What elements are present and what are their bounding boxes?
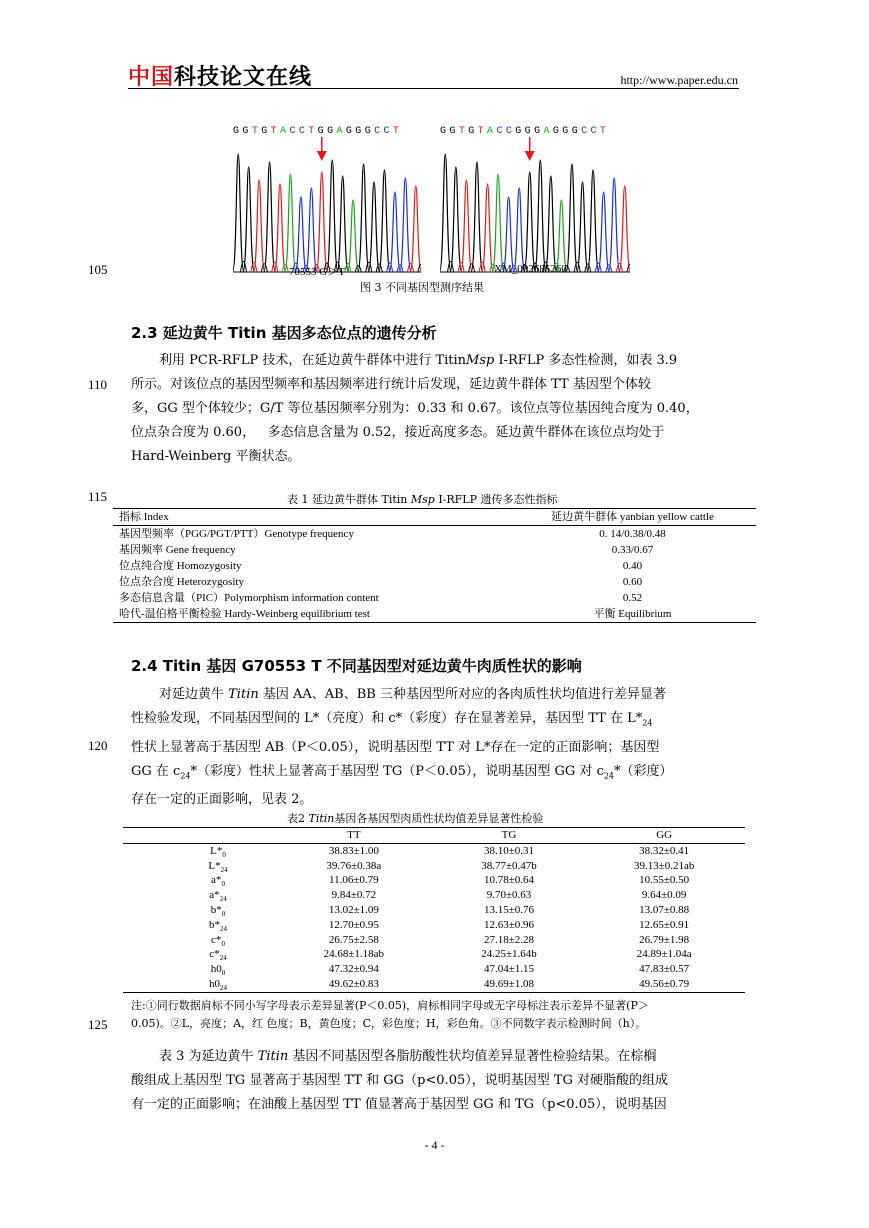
section-title: 2.3 延边黄牛 Titin 基因多态位点的遗传分析 <box>131 324 437 342</box>
value-cell: 39.13±0.21ab <box>633 859 695 872</box>
trait-subscript: 0 <box>222 850 226 859</box>
sequence-right <box>440 126 630 137</box>
trace-peak <box>492 174 504 272</box>
trait-name: h0 <box>210 963 222 976</box>
trait-subscript: 0 <box>221 969 226 978</box>
column-header: 延边黄牛群体 yanbian yellow cattle <box>503 509 756 526</box>
paragraph-line: Hard-Weinberg 平衡状态。 <box>131 449 301 464</box>
trace-peak <box>379 170 390 272</box>
base-letter: C <box>590 126 600 137</box>
value-cell: 13.07±0.88 <box>639 903 690 916</box>
trait-name: L* <box>210 844 223 857</box>
value-cell: 0. 14/0.38/0.48 <box>599 528 666 540</box>
note-line: 注:①同行数据肩标不同小写字母表示差异显著(P＜0.05)，肩标相同字母或无字母标注表示差异不显著(P＞ <box>131 999 649 1012</box>
text-run: 基因 AA、AB、BB 三种基因型所对应的各肉质性状均值进行差异显著 <box>258 687 666 702</box>
trait-cell <box>123 873 273 888</box>
table-row <box>123 903 745 918</box>
paragraph-line <box>131 760 739 789</box>
trait-name: b* <box>209 918 220 931</box>
subscript: 24 <box>180 771 191 781</box>
trace-peak <box>233 154 244 272</box>
trait-name: c* <box>209 948 220 961</box>
line-number: 110 <box>88 377 108 392</box>
trace-peak <box>503 197 515 272</box>
value-cell: 24.68±1.18ab <box>323 948 385 961</box>
text-run: *（彩度）性状上显著高于基因型 TG（P＜0.05），说明基因型 GG 对 c <box>190 763 604 779</box>
text-run: 对延边黄牛 <box>159 687 229 702</box>
value-cell: 38.83±1.00 <box>328 844 379 857</box>
caption-italic: Msp <box>410 493 435 506</box>
column-header <box>123 828 273 844</box>
table-note <box>131 997 743 1033</box>
value-cell: 47.83±0.57 <box>639 963 690 976</box>
trait-subscript: 0 <box>221 939 225 948</box>
value-cell: 9.84±0.72 <box>331 889 377 902</box>
trace-peak <box>450 167 462 272</box>
paragraph-line: 存在一定的正面影响，见表 2。 <box>131 792 313 808</box>
chromatogram-left <box>233 126 421 281</box>
index-cell: 位点杂合度 Heterozygosity <box>119 576 244 588</box>
paragraph-line: 有一定的正面影响；在油酸上基因型 TT 值显著高于基因型 GG 和 TG（p<0.05），说明基因 <box>131 1097 667 1112</box>
value-cell: 38.32±0.41 <box>639 844 690 857</box>
table-row <box>123 962 745 977</box>
table-2 <box>123 827 745 993</box>
paragraph-line <box>131 707 739 736</box>
paragraph <box>131 1045 739 1117</box>
note-line: 0.05)。②L，亮度；A，红 色度；B，黄色度；C，彩色度；H，彩色角。③不同数字表示检测时间（h）。 <box>131 1017 647 1030</box>
base-letter: T <box>308 126 318 137</box>
base-letter: T <box>458 126 469 137</box>
table-row <box>113 590 756 606</box>
column-header: TT <box>273 828 435 844</box>
trait-subscript: 24 <box>220 984 227 993</box>
trace-peak <box>524 172 536 272</box>
base-letter: A <box>487 126 497 137</box>
base-letter: T <box>599 126 610 137</box>
column-header: GG <box>583 828 745 844</box>
table-row <box>123 888 745 903</box>
trace-peak <box>587 170 599 272</box>
trace-peak <box>243 167 254 272</box>
base-letter: C <box>581 126 591 137</box>
trait-name: b* <box>210 903 222 916</box>
value-cell: 38.77±0.47b <box>481 859 537 872</box>
text-run: *（彩度） <box>614 763 673 779</box>
italic-text: Titin <box>228 687 259 702</box>
paragraph <box>131 349 739 469</box>
trait-subscript: 24 <box>220 924 227 933</box>
base-letter: G <box>571 126 582 137</box>
trace-peak <box>326 160 337 272</box>
trait-cell <box>123 888 273 903</box>
trace-peak <box>440 154 451 272</box>
caption-text: 表 1 延边黄牛群体 Titin <box>287 493 411 506</box>
text-run: 基因不同基因型各脂肪酸性状均值差异显著性检验结果。在棕榈 <box>288 1049 657 1064</box>
trait-cell <box>123 977 273 992</box>
base-letter: G <box>345 126 356 137</box>
trait-cell <box>123 843 273 858</box>
site-logo <box>128 60 312 91</box>
base-letter: A <box>336 126 346 137</box>
trace-peak <box>410 186 421 272</box>
table-row <box>113 574 756 590</box>
index-cell: 基因型频率（PGG/PGT/PTT）Genotype frequency <box>119 528 354 540</box>
trace-peak <box>608 178 620 272</box>
table-row <box>123 843 745 858</box>
paragraph-line: 性状上显著高于基因型 AB（P＜0.05），说明基因型 TT 对 L*存在一定的正面影响；基因型 <box>131 739 660 755</box>
table-row <box>123 859 745 874</box>
table-row <box>123 918 745 933</box>
paragraph <box>131 683 739 812</box>
text-run: 性检验发现，不同基因型间的 L*（亮度）和 c*（彩度）存在显著差异，基因型 TT 在 L* <box>131 711 643 726</box>
table-row <box>113 542 756 558</box>
base-letter: G <box>317 126 328 137</box>
trace-peak <box>316 172 327 272</box>
trace-peak <box>285 174 296 272</box>
trait-name: L* <box>208 859 221 872</box>
base-letter: G <box>468 126 478 137</box>
base-letter: C <box>289 126 299 137</box>
value-cell: 0.40 <box>622 560 643 572</box>
base-letter: C <box>374 126 384 137</box>
value-cell: 49.62±0.83 <box>273 977 435 992</box>
sequence-left <box>233 126 421 137</box>
trait-subscript: 24 <box>220 865 228 874</box>
value-cell: 12.70±0.95 <box>328 918 379 931</box>
table-row <box>113 526 756 543</box>
value-cell: 9.70±0.63 <box>486 889 532 902</box>
trace-peak <box>347 200 358 272</box>
value-cell: 12.65±0.91 <box>639 918 690 931</box>
value-cell: 24.25±1.64b <box>481 948 537 961</box>
trace-peak <box>577 182 589 272</box>
trait-subscript: 24 <box>219 895 227 904</box>
paragraph-line <box>131 1045 739 1069</box>
value-cell: 平衡 Equilibrium <box>503 606 756 623</box>
trace-peak <box>389 192 400 272</box>
value-cell: 38.10±0.31 <box>483 844 534 857</box>
base-letter: G <box>440 126 450 137</box>
base-letter: C <box>496 126 506 137</box>
trait-cell <box>123 962 273 977</box>
base-letter: C <box>298 126 309 137</box>
value-cell: 12.63±0.96 <box>483 918 534 931</box>
table-caption <box>287 810 543 826</box>
base-letter: G <box>233 126 243 137</box>
trait-name: c* <box>211 933 222 946</box>
base-letter: C <box>505 126 516 137</box>
trace-peak <box>400 178 411 272</box>
trace-peak <box>306 188 317 272</box>
base-letter: G <box>552 126 563 137</box>
table-row <box>113 558 756 574</box>
value-cell: 47.04±1.15 <box>483 963 534 976</box>
base-letter: G <box>562 126 572 137</box>
trait-subscript: 0 <box>221 880 225 889</box>
base-letter: G <box>242 126 252 137</box>
trait-cell <box>123 933 273 948</box>
figure-label-left: 70553 G＞T <box>289 266 345 278</box>
text-run: I-RFLP 多态性检测，如表 3.9 <box>494 353 678 368</box>
line-number: 125 <box>88 1017 108 1032</box>
value-cell: 27.18±2.28 <box>483 933 534 946</box>
table-row <box>123 873 745 888</box>
text-run: 表 3 为延边黄牛 <box>159 1049 258 1064</box>
trace-peak <box>482 184 494 272</box>
trace-peak <box>253 180 264 272</box>
trace-peak <box>471 162 483 272</box>
value-cell: 9.64±0.09 <box>641 889 687 902</box>
index-cell: 多态信息含量（PIC）Polymorphism information content <box>119 592 379 604</box>
caption-text: 基因各基因型肉质性状均值差异显著性检验 <box>334 812 544 825</box>
base-letter: T <box>392 126 403 137</box>
trait-name: h0 <box>209 977 220 990</box>
snp-arrow-icon <box>317 151 327 161</box>
index-cell: 哈代-温伯格平衡检验 Hardy-Weinberg equilibrium test <box>113 606 503 623</box>
index-cell: 基因频率 Gene frequency <box>119 544 236 556</box>
paragraph-line: 位点杂合度为 0.60， 多态信息含量为 0.52，接近高度多态。延边黄牛群体在该位点均处于 <box>131 425 665 440</box>
table-row <box>123 977 745 992</box>
value-cell: 13.02±1.09 <box>328 903 379 916</box>
text-run: GG 在 c <box>131 763 181 779</box>
column-header: 指标 Index <box>113 509 503 526</box>
caption-italic: Titin <box>308 812 335 825</box>
trait-subscript: 0 <box>221 910 226 919</box>
header-url[interactable]: http://www.paper.edu.cn <box>620 73 738 87</box>
trait-subscript: 24 <box>219 954 227 963</box>
paragraph-line <box>131 349 739 373</box>
value-cell: 26.75±2.58 <box>328 933 379 946</box>
paragraph-line: 多，GG 型个体较少；G/T 等位基因频率分别为：0.33 和 0.67。该位点等位基因纯合度为 0.40， <box>131 401 699 416</box>
chromatogram-right <box>440 126 630 281</box>
trace-peak <box>295 197 306 272</box>
base-letter: G <box>355 126 365 137</box>
trait-cell <box>123 947 273 962</box>
base-letter: A <box>543 126 553 137</box>
base-letter: T <box>270 126 281 137</box>
chromatogram-right-trace <box>440 137 630 277</box>
trace-peak <box>337 176 348 272</box>
index-cell: 位点纯合度 Homozygosity <box>119 560 242 572</box>
logo-black-text: 科技论文在线 <box>174 65 313 90</box>
trait-cell <box>123 859 273 874</box>
trace-peak <box>556 200 568 272</box>
value-cell: 10.78±0.64 <box>483 874 534 887</box>
chromatogram-left-trace <box>233 137 421 277</box>
value-cell: 0.52 <box>622 592 643 604</box>
trace-peak <box>598 192 610 272</box>
value-cell: 26.79±1.98 <box>639 933 690 946</box>
base-letter: G <box>515 126 525 137</box>
section-title: 2.4 Titin 基因 G70553 T 不同基因型对延边黄牛肉质性状的影响 <box>131 657 582 675</box>
value-cell: 24.89±1.04a <box>636 948 692 961</box>
value-cell: 0.60 <box>622 576 643 588</box>
value-cell: 13.15±0.76 <box>483 903 534 916</box>
value-cell: 0.33/0.67 <box>611 544 654 556</box>
trace-peak <box>513 188 525 272</box>
trace-peak <box>264 162 275 272</box>
value-cell: 49.69±1.08 <box>435 977 584 992</box>
header-rule <box>128 88 739 89</box>
value-cell: 10.55±0.50 <box>639 874 690 887</box>
subscript: 24 <box>603 771 615 781</box>
base-letter: T <box>251 126 262 137</box>
column-header: TG <box>435 828 584 844</box>
base-letter: T <box>477 126 488 137</box>
line-number: 120 <box>88 738 108 753</box>
paragraph-line <box>131 683 739 707</box>
trace-peak <box>368 182 379 272</box>
table-row <box>123 933 745 948</box>
italic-text: Msp <box>466 353 495 368</box>
trace-peak <box>534 160 546 272</box>
line-number: 105 <box>88 262 108 277</box>
base-letter: G <box>524 126 535 137</box>
table-1 <box>113 508 756 623</box>
logo-red-text: 中国 <box>128 65 175 90</box>
table-header-row <box>113 509 756 526</box>
base-letter: C <box>383 126 393 137</box>
paragraph-line: 所示。对该位点的基因型频率和基因频率进行统计后发现，延边黄牛群体 TT 基因型个体较 <box>131 377 651 392</box>
base-letter: A <box>280 126 290 137</box>
trait-cell <box>123 918 273 933</box>
base-letter: G <box>449 126 459 137</box>
paragraph-line: 酸组成上基因型 TG 显著高于基因型 TT 和 GG（p<0.05），说明基因型 TG 对硬脂酸的组成 <box>131 1073 669 1088</box>
base-letter: G <box>364 126 375 137</box>
base-letter: G <box>261 126 271 137</box>
trace-peak <box>619 186 630 272</box>
caption-text: 表2 <box>287 812 309 825</box>
trace-peak <box>274 184 285 272</box>
base-letter: G <box>534 126 544 137</box>
snp-arrow-icon <box>525 151 535 161</box>
table-caption <box>287 491 558 507</box>
table-row <box>123 947 745 962</box>
subscript: 24 <box>642 718 653 728</box>
trace-peak <box>461 180 473 272</box>
figure-label-right: XM_002685260 <box>494 263 567 275</box>
value-cell: 39.76±0.38a <box>326 859 382 872</box>
text-run: 利用 PCR-RFLP 技术，在延边黄牛群体中进行 Titin <box>159 353 467 368</box>
trace-peak <box>566 164 578 272</box>
trait-name: a* <box>211 874 222 887</box>
caption-text: I-RFLP 遗传多态性指标 <box>434 493 558 506</box>
figure-caption: 图 3 不同基因型测序结果 <box>360 281 484 294</box>
italic-text: Titin <box>257 1049 289 1064</box>
trait-name: a* <box>209 889 220 902</box>
trace-peak <box>358 164 369 272</box>
base-letter: G <box>327 126 337 137</box>
table-row <box>113 606 756 623</box>
table-header-row <box>123 828 745 844</box>
value-cell: 49.56±0.79 <box>583 977 745 992</box>
line-number: 115 <box>88 489 108 504</box>
trace-peak <box>545 176 557 272</box>
page-number: - 4 - <box>424 1138 445 1152</box>
value-cell: 47.32±0.94 <box>328 963 379 976</box>
trait-cell <box>123 903 273 918</box>
value-cell: 11.06±0.79 <box>329 874 379 887</box>
